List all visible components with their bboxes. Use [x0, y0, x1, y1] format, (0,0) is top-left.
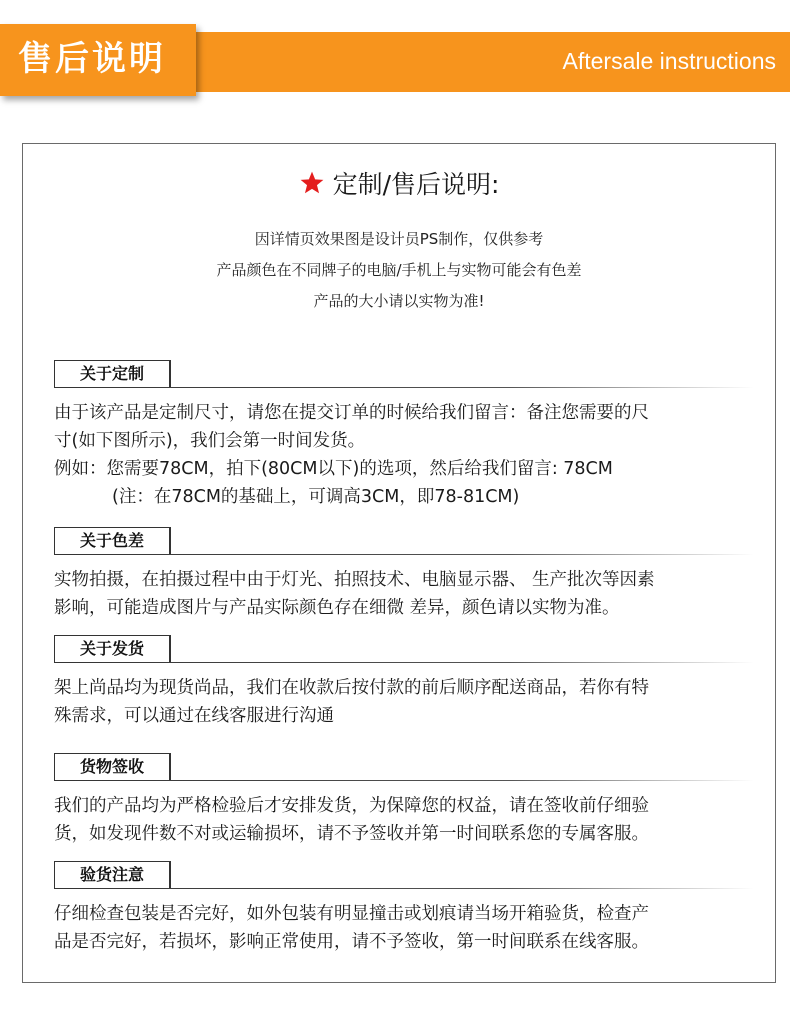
section-color-difference [54, 527, 754, 622]
section-divider [54, 387, 754, 388]
intro-line: 产品颜色在不同牌子的电脑/手机上与实物可能会有色差 [216, 261, 582, 279]
section-body [54, 900, 754, 956]
section-divider [54, 780, 754, 781]
section-text: (注：在78CM的基础上，可调高3CM，即78-81CM) [112, 487, 520, 507]
section-text: 我们的产品均为严格检验后才安排发货，为保障您的权益，请在签收前仔细验 [54, 796, 649, 816]
section-text: 影响，可能造成图片与产品实际颜色存在细微 差异，颜色请以实物为准。 [54, 598, 620, 618]
section-divider [54, 662, 754, 663]
section-label: 关于色差 [54, 527, 171, 555]
section-text: 品是否完好，若损坏，影响正常使用，请不予签收，第一时间联系在线客服。 [54, 932, 649, 952]
section-text: 架上尚品均为现货尚品，我们在收款后按付款的前后顺序配送商品，若你有特 [54, 678, 649, 698]
banner-subtitle: Aftersale instructions [562, 48, 776, 74]
main-heading [23, 167, 775, 203]
section-label: 货物签收 [54, 753, 171, 781]
section-body [54, 399, 754, 511]
section-text: 仔细检查包装是否完好，如外包装有明显撞击或划痕请当场开箱验货，检查产 [54, 904, 649, 924]
section-divider [54, 888, 754, 889]
section-divider [54, 554, 754, 555]
section-text: 由于该产品是定制尺寸，请您在提交订单的时候给我们留言：备注您需要的尺 [54, 403, 649, 423]
section-body [54, 674, 754, 730]
section-customization [54, 360, 754, 511]
section-label: 验货注意 [54, 861, 171, 889]
section-text: 寸(如下图所示)，我们会第一时间发货。 [54, 431, 366, 451]
section-body [54, 566, 754, 622]
section-shipping [54, 635, 754, 730]
instructions-panel [22, 143, 776, 983]
section-label: 关于定制 [54, 360, 171, 388]
intro-line: 因详情页效果图是设计员PS制作，仅供参考 [254, 230, 544, 248]
section-text: 货，如发现件数不对或运输损坏，请不予签收并第一时间联系您的专属客服。 [54, 824, 649, 844]
banner-title-box [0, 24, 196, 96]
star-icon [299, 170, 325, 196]
section-text: 殊需求，可以通过在线客服进行沟通 [54, 706, 334, 726]
intro-line: 产品的大小请以实物为准! [313, 292, 485, 310]
section-body [54, 792, 754, 848]
banner-title: 售后说明 [18, 39, 166, 79]
section-label: 关于发货 [54, 635, 171, 663]
section-text: 例如：您需要78CM，拍下(80CM以下)的选项，然后给我们留言: 78CM [54, 459, 613, 479]
section-receipt [54, 753, 754, 848]
section-inspection [54, 861, 754, 956]
main-heading-text: 定制/售后说明: [332, 170, 500, 199]
section-text: 实物拍摄，在拍摄过程中由于灯光、拍照技术、电脑显示器、 生产批次等因素 [54, 570, 655, 590]
